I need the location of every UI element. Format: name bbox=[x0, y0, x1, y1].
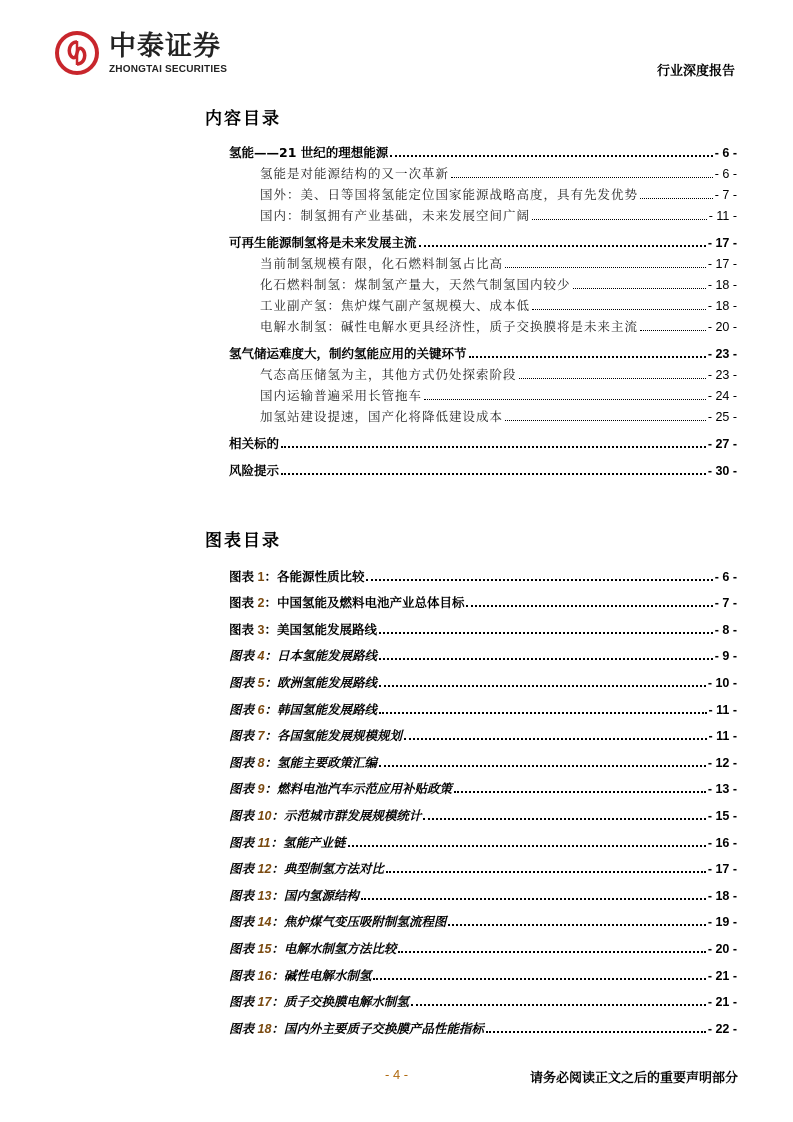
figure-number: 2 bbox=[254, 596, 265, 611]
figure-number: 6 bbox=[254, 702, 265, 717]
toc-entry-label: 相关标的 bbox=[229, 436, 280, 451]
figure-entry[interactable] bbox=[229, 797, 737, 824]
figure-number: 15 bbox=[254, 941, 272, 956]
figure-prefix: 图表 bbox=[229, 621, 255, 637]
toc-entry-page: - 17 - bbox=[707, 257, 737, 271]
figure-entry-label: 图表 17：质子交换膜电解水制氢 bbox=[229, 994, 409, 1010]
figure-entry-label: 图表 4：日本氢能发展路线 bbox=[229, 648, 377, 664]
figure-entry[interactable] bbox=[229, 638, 737, 665]
figure-title: 各能源性质比较 bbox=[276, 568, 365, 584]
toc-entry-label: 氢能——21 世纪的理想能源 bbox=[229, 145, 389, 160]
figure-prefix: 图表 bbox=[229, 807, 255, 823]
figure-prefix: 图表 bbox=[229, 568, 255, 584]
figure-entry[interactable] bbox=[229, 558, 737, 585]
figure-entry-label: 图表 13：国内氢源结构 bbox=[229, 887, 359, 903]
toc-entry-label: 国内运输普遍采用长管拖车 bbox=[260, 388, 423, 403]
toc-entry[interactable] bbox=[229, 251, 737, 272]
figure-entry-page: - 21 - bbox=[707, 995, 737, 1010]
figure-entry[interactable] bbox=[229, 824, 737, 851]
toc-entry[interactable] bbox=[229, 383, 737, 404]
figure-number: 3 bbox=[254, 622, 265, 637]
figure-title: 焦炉煤气变压吸附制氢流程图 bbox=[283, 914, 447, 930]
figure-title: 国内外主要质子交换膜产品性能指标 bbox=[283, 1020, 484, 1036]
figure-prefix: 图表 bbox=[229, 595, 255, 611]
dot-leader bbox=[281, 473, 706, 475]
figure-number: 9 bbox=[254, 782, 265, 797]
logo-chinese-name: 中泰证券 bbox=[109, 31, 221, 62]
figure-entry[interactable] bbox=[229, 957, 737, 984]
toc-entry[interactable] bbox=[229, 182, 737, 203]
figure-title: 燃料电池汽车示范应用补贴政策 bbox=[276, 781, 452, 797]
figure-prefix: 图表 bbox=[229, 674, 255, 690]
figure-number: 7 bbox=[254, 729, 265, 744]
figure-entry-page: - 6 - bbox=[714, 569, 737, 584]
figure-number: 1 bbox=[254, 569, 265, 584]
figure-title: 各国氢能发展规模规划 bbox=[276, 728, 402, 744]
figure-entry-label: 图表 7：各国氢能发展规模规划 bbox=[229, 728, 402, 744]
logo-english-name: ZHONGTAI SECURITIES bbox=[109, 64, 228, 75]
figure-prefix: 图表 bbox=[229, 834, 255, 850]
figure-prefix: 图表 bbox=[229, 1020, 255, 1036]
figure-title: 欧洲氢能发展路线 bbox=[276, 674, 377, 690]
figure-prefix: 图表 bbox=[229, 887, 255, 903]
figure-entry-page: - 11 - bbox=[708, 702, 737, 717]
dot-leader bbox=[448, 924, 705, 926]
toc-entry-page: - 6 - bbox=[714, 167, 737, 181]
dot-leader bbox=[390, 155, 713, 157]
figure-entry-page: - 8 - bbox=[714, 622, 737, 637]
dot-leader bbox=[348, 845, 706, 847]
figures-title: 图表目录 bbox=[205, 531, 281, 551]
toc-entry-label: 工业副产氢：焦炉煤气副产氢规模大、成本低 bbox=[260, 298, 531, 313]
figure-entry-page: - 13 - bbox=[707, 782, 737, 797]
dot-leader bbox=[404, 738, 707, 740]
figure-number: 8 bbox=[254, 755, 265, 770]
figure-entry-label: 图表 10：示范城市群发展规模统计 bbox=[229, 807, 422, 823]
figure-entry[interactable] bbox=[229, 851, 737, 878]
toc-entry[interactable] bbox=[229, 203, 737, 224]
figure-entry[interactable] bbox=[229, 664, 737, 691]
figure-number: 13 bbox=[254, 888, 272, 903]
figure-prefix: 图表 bbox=[229, 754, 255, 770]
toc-entry[interactable] bbox=[229, 362, 737, 383]
dot-leader bbox=[419, 245, 706, 247]
toc-entry-page: - 24 - bbox=[707, 389, 737, 403]
figure-number: 18 bbox=[254, 1021, 272, 1036]
toc-entry[interactable] bbox=[229, 230, 737, 251]
dot-leader bbox=[532, 219, 707, 220]
dot-leader bbox=[466, 605, 712, 607]
dot-leader bbox=[640, 330, 706, 331]
toc-entry-label: 当前制氢规模有限，化石燃料制氢占比高 bbox=[260, 256, 504, 271]
report-type: 行业深度报告 bbox=[656, 64, 735, 79]
toc-entry[interactable] bbox=[229, 161, 737, 182]
dot-leader bbox=[640, 198, 713, 199]
figure-number: 11 bbox=[254, 835, 271, 850]
figure-prefix: 图表 bbox=[229, 648, 255, 664]
figure-number: 5 bbox=[254, 675, 265, 690]
figure-entry[interactable] bbox=[229, 877, 737, 904]
toc-entry[interactable] bbox=[229, 314, 737, 335]
toc-entry-page: - 7 - bbox=[714, 188, 737, 202]
toc-entry[interactable] bbox=[229, 341, 737, 362]
toc-entry[interactable] bbox=[229, 272, 737, 293]
dot-leader bbox=[379, 712, 707, 714]
figure-entry-page: - 20 - bbox=[707, 941, 737, 956]
figure-entry[interactable] bbox=[229, 744, 737, 771]
toc-entry-page: - 27 - bbox=[707, 437, 737, 451]
toc-entry-label: 加氢站建设提速，国产化将降低建设成本 bbox=[260, 409, 504, 424]
figure-entry-label: 图表 2：中国氢能及燃料电池产业总体目标 bbox=[229, 595, 465, 611]
figure-entry[interactable] bbox=[229, 904, 737, 931]
figure-number: 17 bbox=[254, 995, 272, 1010]
toc-entry-page: - 17 - bbox=[707, 236, 737, 250]
dot-leader bbox=[379, 765, 706, 767]
figure-title: 示范城市群发展规模统计 bbox=[283, 807, 422, 823]
figure-prefix: 图表 bbox=[229, 914, 255, 930]
dot-leader bbox=[454, 791, 706, 793]
dot-leader bbox=[423, 818, 705, 820]
toc-entry-label: 氢能是对能源结构的又一次革新 bbox=[260, 166, 450, 181]
figure-entry-page: - 16 - bbox=[707, 835, 737, 850]
figure-number: 4 bbox=[254, 649, 265, 664]
figure-prefix: 图表 bbox=[229, 781, 255, 797]
toc-entry-label: 电解水制氢：碱性电解水更具经济性，质子交换膜将是未来主流 bbox=[260, 319, 639, 334]
figure-prefix: 图表 bbox=[229, 861, 255, 877]
toc-entry-page: - 18 - bbox=[707, 299, 737, 313]
figure-prefix: 图表 bbox=[229, 940, 255, 956]
toc-entry[interactable] bbox=[229, 140, 737, 161]
figure-entry-label: 图表 16：碱性电解水制氢 bbox=[229, 967, 372, 983]
figure-prefix: 图表 bbox=[229, 728, 255, 744]
toc-entry-page: - 20 - bbox=[707, 320, 737, 334]
toc-entry-page: - 18 - bbox=[707, 278, 737, 292]
dot-leader bbox=[379, 685, 706, 687]
figure-prefix: 图表 bbox=[229, 967, 255, 983]
figure-number: 10 bbox=[254, 808, 272, 823]
figure-title: 国内氢源结构 bbox=[283, 887, 359, 903]
figure-entry[interactable] bbox=[229, 691, 737, 718]
figure-prefix: 图表 bbox=[229, 994, 255, 1010]
dot-leader bbox=[424, 399, 706, 400]
dot-leader bbox=[505, 420, 706, 421]
figure-entry-page: - 15 - bbox=[707, 808, 737, 823]
dot-leader bbox=[519, 378, 706, 379]
dot-leader bbox=[366, 579, 712, 581]
figure-entry[interactable] bbox=[229, 611, 737, 638]
figure-entry[interactable] bbox=[229, 1010, 737, 1037]
dot-leader bbox=[379, 632, 713, 634]
figure-title: 氢能产业链 bbox=[282, 834, 346, 850]
figure-entry[interactable] bbox=[229, 930, 737, 957]
toc-entry-label: 气态高压储氢为主，其他方式仍处探索阶段 bbox=[260, 367, 517, 382]
dot-leader bbox=[281, 446, 706, 448]
figure-entry-label: 图表 9：燃料电池汽车示范应用补贴政策 bbox=[229, 781, 452, 797]
logo-mark-icon bbox=[55, 31, 99, 75]
figure-entry-label: 图表 15：电解水制氢方法比较 bbox=[229, 940, 397, 956]
figure-prefix: 图表 bbox=[229, 701, 255, 717]
toc-entry[interactable] bbox=[229, 458, 737, 479]
figure-entry-page: - 19 - bbox=[707, 915, 737, 930]
figures-list bbox=[229, 558, 737, 1037]
figure-entry[interactable] bbox=[229, 984, 737, 1011]
figure-number: 14 bbox=[254, 915, 272, 930]
figure-entry-page: - 11 - bbox=[708, 729, 737, 744]
dot-leader bbox=[532, 309, 706, 310]
figure-entry-page: - 22 - bbox=[707, 1021, 737, 1036]
figure-title: 中国氢能及燃料电池产业总体目标 bbox=[276, 595, 465, 611]
page-number: - 4 - bbox=[385, 1067, 409, 1082]
figure-title: 电解水制氢方法比较 bbox=[283, 940, 397, 956]
toc-entry-page: - 11 - bbox=[708, 209, 737, 223]
contents-title: 内容目录 bbox=[205, 109, 281, 129]
toc-entry[interactable] bbox=[229, 431, 737, 452]
dot-leader bbox=[573, 288, 706, 289]
toc-entry-label: 化石燃料制氢：煤制氢产量大，天然气制氢国内较少 bbox=[260, 277, 571, 292]
toc-entry-label: 国内：制氢拥有产业基础，未来发展空间广阔 bbox=[260, 208, 531, 223]
figure-entry-label: 图表 8：氢能主要政策汇编 bbox=[229, 754, 377, 770]
figure-entry[interactable] bbox=[229, 718, 737, 745]
figure-title: 氢能主要政策汇编 bbox=[276, 754, 377, 770]
dot-leader bbox=[386, 871, 706, 873]
toc-entry-label: 风险提示 bbox=[229, 463, 280, 478]
figure-entry-page: - 21 - bbox=[707, 968, 737, 983]
figure-title: 美国氢能发展路线 bbox=[276, 621, 377, 637]
figure-entry-label: 图表 6：韩国氢能发展路线 bbox=[229, 701, 377, 717]
figure-title: 日本氢能发展路线 bbox=[276, 648, 377, 664]
toc-entry-page: - 6 - bbox=[714, 146, 737, 160]
contents-list bbox=[229, 140, 737, 479]
figure-entry-label: 图表 18：国内外主要质子交换膜产品性能指标 bbox=[229, 1020, 484, 1036]
toc-entry-label: 氢气储运难度大，制约氢能应用的关键环节 bbox=[229, 346, 467, 361]
dot-leader bbox=[411, 1004, 706, 1006]
toc-entry-page: - 23 - bbox=[707, 347, 737, 361]
figure-entry-label: 图表 12：典型制氢方法对比 bbox=[229, 861, 384, 877]
dot-leader bbox=[379, 658, 713, 660]
figure-entry-label: 图表 14：焦炉煤气变压吸附制氢流程图 bbox=[229, 914, 447, 930]
dot-leader bbox=[398, 951, 705, 953]
figure-number: 12 bbox=[254, 862, 272, 877]
figure-entry-label: 图表 11：氢能产业链 bbox=[229, 834, 346, 850]
dot-leader bbox=[361, 898, 706, 900]
toc-entry-label: 可再生能源制氢将是未来发展主流 bbox=[229, 235, 417, 250]
figure-entry-page: - 9 - bbox=[714, 649, 737, 664]
toc-entry-label: 国外：美、日等国将氢能定位国家能源战略高度，具有先发优势 bbox=[260, 187, 639, 202]
disclaimer-note: 请务必阅读正文之后的重要声明部分 bbox=[529, 1071, 738, 1086]
figure-title: 质子交换膜电解水制氢 bbox=[283, 994, 409, 1010]
toc-entry-page: - 25 - bbox=[707, 410, 737, 424]
figure-entry[interactable] bbox=[229, 771, 737, 798]
figure-entry-label: 图表 5：欧洲氢能发展路线 bbox=[229, 674, 377, 690]
company-logo bbox=[55, 31, 240, 85]
figure-title: 典型制氢方法对比 bbox=[283, 861, 384, 877]
figure-entry-page: - 7 - bbox=[714, 596, 737, 611]
figure-title: 碱性电解水制氢 bbox=[283, 967, 372, 983]
figure-entry-label: 图表 3：美国氢能发展路线 bbox=[229, 621, 377, 637]
dot-leader bbox=[505, 267, 706, 268]
figure-title: 韩国氢能发展路线 bbox=[276, 701, 377, 717]
figure-entry-page: - 18 - bbox=[707, 888, 737, 903]
dot-leader bbox=[373, 978, 705, 980]
figure-entry-page: - 10 - bbox=[707, 675, 737, 690]
figure-entry-page: - 17 - bbox=[707, 862, 737, 877]
dot-leader bbox=[486, 1031, 706, 1033]
figure-entry-label: 图表 1：各能源性质比较 bbox=[229, 568, 365, 584]
toc-entry[interactable] bbox=[229, 293, 737, 314]
toc-entry[interactable] bbox=[229, 404, 737, 425]
figure-entry[interactable] bbox=[229, 585, 737, 612]
dot-leader bbox=[451, 177, 713, 178]
toc-entry-page: - 23 - bbox=[707, 368, 737, 382]
figure-number: 16 bbox=[254, 968, 272, 983]
toc-entry-page: - 30 - bbox=[707, 464, 737, 478]
dot-leader bbox=[469, 356, 706, 358]
figure-entry-page: - 12 - bbox=[707, 755, 737, 770]
